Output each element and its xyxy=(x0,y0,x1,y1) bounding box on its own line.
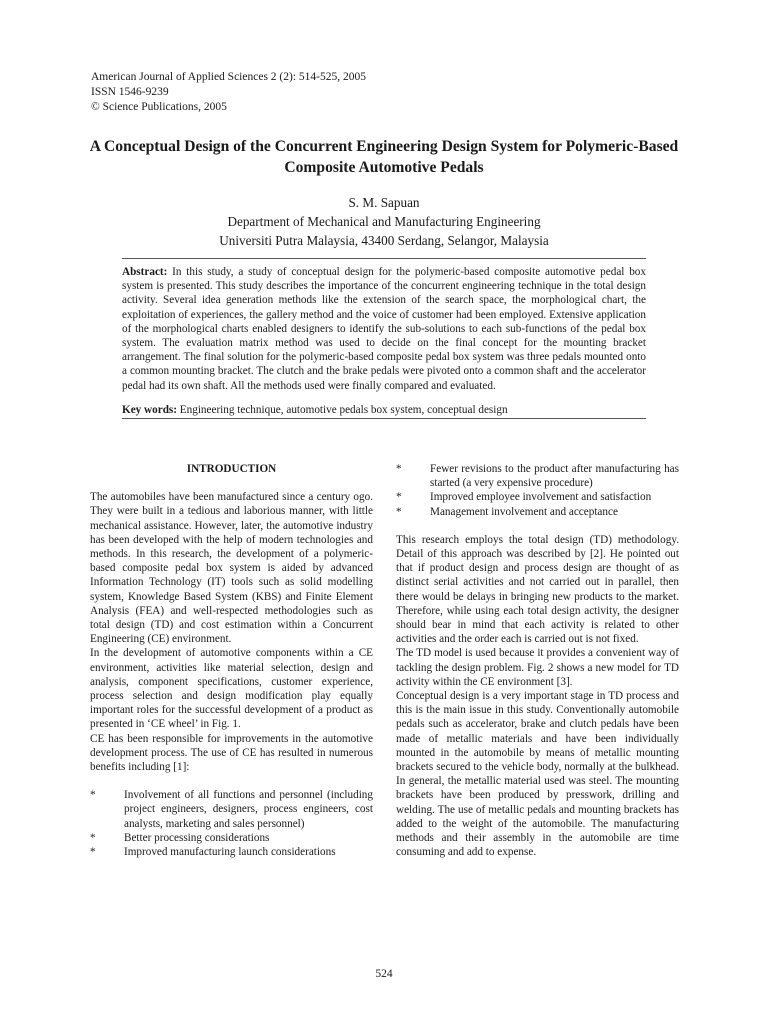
right-column xyxy=(396,462,679,859)
bullet-star: * xyxy=(90,789,96,802)
bullet-star: * xyxy=(90,846,96,859)
journal-copyright: © Science Publications, 2005 xyxy=(91,101,227,113)
spacer xyxy=(90,774,373,788)
author-block xyxy=(60,193,708,250)
section-heading-introduction: INTRODUCTION xyxy=(186,463,277,475)
abstract-text: In this study, a study of conceptual design for the polymeric-based composite automotive pedal box system is presented. This study describes the importance of the concurrent engineering technique in the total design activity. Several idea generation methods like the extension of the search space, the morphological chart, the exploitation of experiences, the gallery method and the voice of customer had been employed. Extensive application of the morphological charts enabled designers to identify the sub-solutions to each sub-functions of the pedal box system. The evaluation matrix method was used to decide on the final concept for the mounting bracket arrangement. The final solution for the polymeric-based composite pedal box system was three pedals mounted onto a common mounting bracket. The clutch and the brake pedals were pivoted onto a common shaft and the accelerator pedal had its own shaft. All the methods used were finally compared and evaluated. xyxy=(122,266,646,392)
intro-paragraph-2: In the development of automotive components within a CE environment, activities like material selection, design and analysis, component specifications, customer experience, process selection and design modification play equally important roles for the successful development of a product as presented in ‘CE wheel’ in Fig. 1. xyxy=(90,647,373,731)
list-item: * Improved employee involvement and satisfaction xyxy=(396,491,652,504)
paper-title: A Conceptual Design of the Concurrent Engineering Design System for Polymeric-Based Composite Automotive Pedals xyxy=(89,138,679,176)
bullet-star: * xyxy=(90,831,96,844)
left-column xyxy=(90,462,373,859)
td-model-paragraph: The TD model is used because it provides a convenient way of tackling the design problem. Fig. 2 shows a new model for TD activity within the CE environment [3]. xyxy=(396,647,679,688)
keywords-text: Engineering technique, automotive pedals box system, conceptual design xyxy=(179,403,508,416)
bullet-star: * xyxy=(396,491,402,504)
page-number: 524 xyxy=(375,968,393,980)
list-item: * Improved manufacturing launch considerations xyxy=(90,846,336,859)
intro-paragraph-1: The automobiles have been manufactured since a century ogo. They were built in a tedious and laborious manner, with little mechanical assistance. However, later, the automotive industry has been developed with the help of modern technologies and methods. In this research, the development of a polymeric-based composite pedal box system is aided by advanced Information Technology (IT) tools such as solid modelling system, Knowledge Based System (KBS) and Finite Element Analysis (FEA) and well-respected methodologies such as total design (TD) and cost estimation within a Concurrent Engineering (CE) environment. xyxy=(90,491,373,646)
bullet-star: * xyxy=(396,463,402,475)
benefits-list-left xyxy=(90,788,373,859)
bullet-star: * xyxy=(396,505,402,518)
journal-citation: American Journal of Applied Sciences 2 (2): 514-525, 2005 xyxy=(91,71,366,83)
intro-paragraph-3: CE has been responsible for improvements in the automotive development process. The use of CE has resulted in numerous benefits including [1]: xyxy=(90,732,373,774)
author-department: Department of Mechanical and Manufacturing Engineering xyxy=(227,214,541,229)
journal-issn: ISSN 1546-9239 xyxy=(91,86,169,98)
keywords xyxy=(122,403,646,417)
benefits-list-right xyxy=(396,462,679,519)
abstract xyxy=(122,265,646,393)
abstract-label: Abstract: xyxy=(122,266,168,278)
list-item: * Management involvement and acceptance xyxy=(396,505,618,518)
list-item: * Better processing considerations xyxy=(90,831,270,844)
author-name: S. M. Sapuan xyxy=(348,195,420,210)
list-item: * Involvement of all functions and personnel (including project engineers, designers, process engineers, cost analysts, marketing and sales personnel) xyxy=(90,789,373,830)
abstract-box xyxy=(122,258,646,419)
list-item: * Fewer revisions to the product after manufacturing has started (a very expensive procedure) xyxy=(396,463,679,490)
author-affiliation: Universiti Putra Malaysia, 43400 Serdang, Selangor, Malaysia xyxy=(219,233,549,248)
journal-header xyxy=(91,70,366,115)
conceptual-design-paragraph: Conceptual design is a very important stage in TD process and this is the main issue in this study. Conventionally automobile pedals such as accelerator, brake and clutch pedals have been made of metallic materials and have been individually mounted in the automobile by means of metallic mounting brackets secured to the vehicle body, normally at the bulkhead. In general, the metallic material used was steel. The mounting brackets have been produced by presswork, drilling and welding. The use of metallic pedals and mounting brackets has added to the weight of the automobile. The manufacturing methods and their assembly in the automobile are time consuming and add to expense. xyxy=(396,690,679,859)
spacer xyxy=(396,519,679,533)
keywords-label: Key words: xyxy=(122,403,177,416)
td-paragraph: This research employs the total design (TD) methodology. Detail of this approach was described by [2]. He pointed out that if product design and process design are thought of as distinct serial activities and not carried out in parallel, then there would be delays in bringing new products to the market. Therefore, while using each total design activity, the designer should bear in mind that each activity is related to other activities and the order each is carried out is not fixed. xyxy=(396,533,679,646)
